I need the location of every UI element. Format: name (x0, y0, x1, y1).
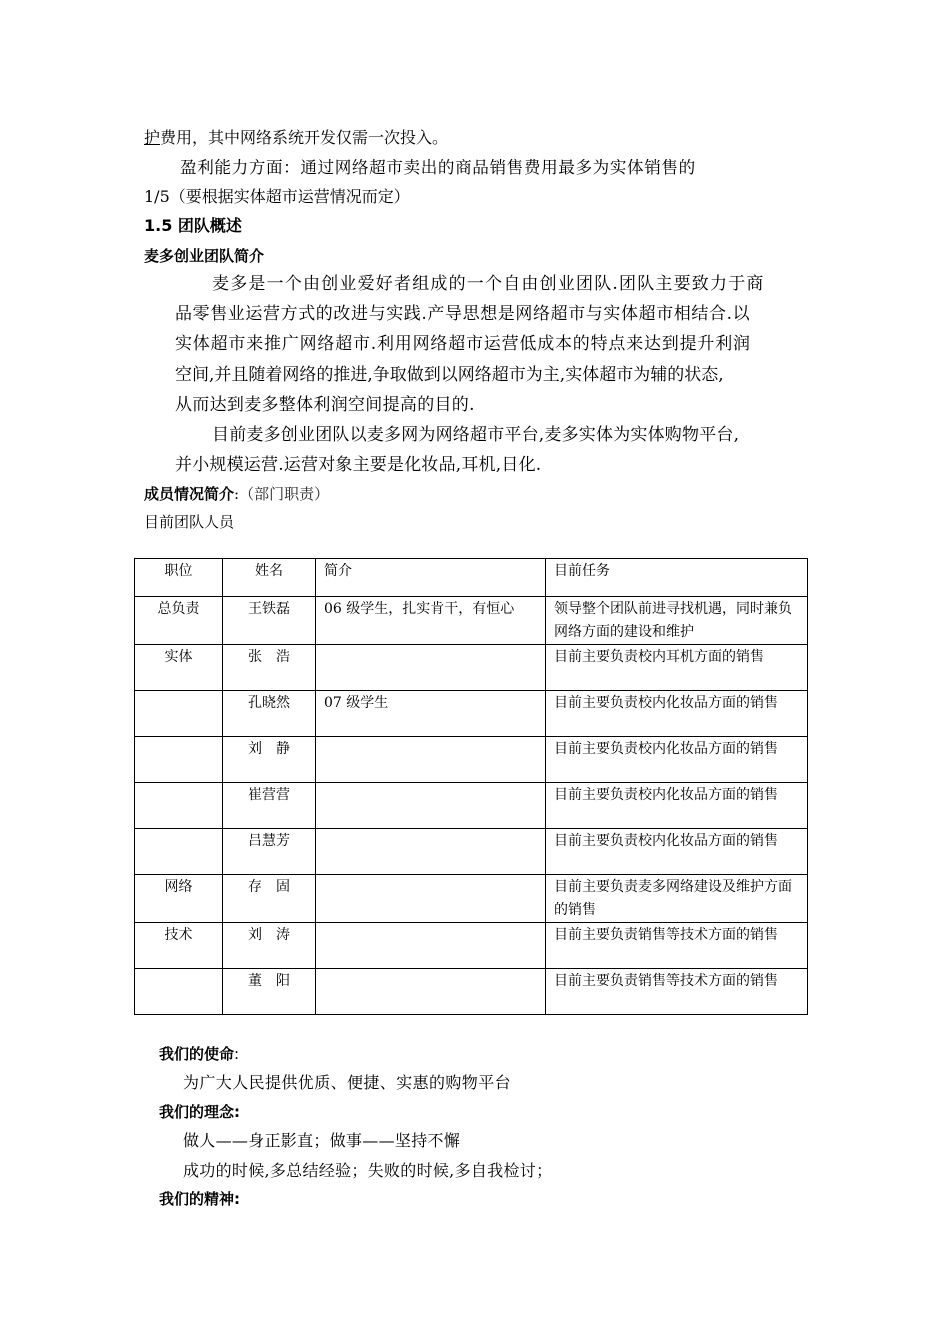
cell-task: 目前主要负责校内耳机方面的销售 (546, 645, 808, 691)
mission-heading (159, 1043, 239, 1065)
cell-position (135, 737, 223, 783)
cell-position: 网络 (135, 875, 223, 923)
cell-position (135, 783, 223, 829)
cell-task: 目前主要负责校内化妆品方面的销售 (546, 737, 808, 783)
table-row (135, 737, 808, 783)
cell-intro (316, 923, 546, 969)
cell-intro: 07 级学生 (316, 691, 546, 737)
cell-task: 目前主要负责校内化妆品方面的销售 (546, 691, 808, 737)
cell-intro: 06 级学生，扎实肯干，有恒心 (316, 597, 546, 645)
members-note: （部门职责） (239, 485, 330, 503)
para1-line-3: 实体超市来推广网络超市.利用网络超市运营低成本的特点来达到提升利润 (175, 334, 751, 354)
header-name: 姓名 (223, 559, 316, 597)
table-row (135, 875, 808, 923)
cell-name: 吕慧芳 (223, 829, 316, 875)
cell-task: 目前主要负责校内化妆品方面的销售 (546, 829, 808, 875)
cell-name: 王铁磊 (223, 597, 316, 645)
team-subheading: 麦多创业团队简介 (144, 247, 265, 265)
cell-task: 目前主要负责销售等技术方面的销售 (546, 969, 808, 1015)
cell-task: 目前主要负责销售等技术方面的销售 (546, 923, 808, 969)
cell-name: 刘 涛 (223, 923, 316, 969)
philosophy-line-1: 做人——身正影直；做事——坚持不懈 (183, 1131, 461, 1150)
table-row (135, 969, 808, 1015)
table-row (135, 829, 808, 875)
profit-line-1: 盈利能力方面：通过网络超市卖出的商品销售费用最多为实体销售的 (180, 158, 696, 177)
cell-position: 技术 (135, 923, 223, 969)
table-row (135, 923, 808, 969)
mission-label: 我们的使命 (159, 1045, 235, 1063)
header-task: 目前任务 (546, 559, 808, 597)
philosophy-label: 我们的理念: (159, 1103, 240, 1121)
cell-name: 张 浩 (223, 645, 316, 691)
spirit-label: 我们的精神: (159, 1190, 240, 1208)
table-row (135, 645, 808, 691)
current-team-label: 目前团队人员 (144, 513, 235, 531)
table-row (135, 691, 808, 737)
cell-name: 崔营营 (223, 783, 316, 829)
table-row (135, 597, 808, 645)
members-colon: : (234, 485, 240, 503)
cell-task: 目前主要负责校内化妆品方面的销售 (546, 783, 808, 829)
cell-intro (316, 737, 546, 783)
header-intro: 简介 (316, 559, 546, 597)
mission-text: 为广大人民提供优质、便捷、实惠的购物平台 (183, 1073, 512, 1092)
intro-line-1-text: 费用，其中网络系统开发仅需一次投入。 (160, 128, 449, 147)
cell-name: 董 阳 (223, 969, 316, 1015)
para2-line-1: 目前麦多创业团队以麦多网为网络超市平台,麦多实体为实体购物平台, (212, 425, 740, 445)
mission-colon: : (234, 1045, 240, 1063)
para1-line-4: 空间,并且随着网络的推进,争取做到以网络超市为主,实体超市为辅的状态, (175, 365, 724, 385)
members-label: 成员情况简介 (144, 485, 235, 503)
para2-line-2: 并小规模运营.运营对象主要是化妆品,耳机,日化. (175, 455, 542, 475)
team-table-body (135, 559, 808, 1015)
para1-line-2: 品零售业运营方式的改进与实践.产导思想是网络超市与实体超市相结合.以 (175, 304, 751, 324)
intro-line-1 (144, 127, 448, 149)
cell-intro (316, 783, 546, 829)
cell-intro (316, 969, 546, 1015)
cell-position: 总负责 (135, 597, 223, 645)
cell-task: 领导整个团队前进寻找机遇，同时兼负网络方面的建设和维护 (546, 597, 808, 645)
cell-position (135, 969, 223, 1015)
cell-position (135, 829, 223, 875)
members-intro (144, 483, 329, 505)
intro-line-1-prefix: 护 (144, 128, 161, 147)
cell-position (135, 691, 223, 737)
cell-name: 刘 静 (223, 737, 316, 783)
team-table (134, 558, 808, 1015)
cell-task: 目前主要负责麦多网络建设及维护方面的销售 (546, 875, 808, 923)
cell-intro (316, 829, 546, 875)
cell-intro (316, 645, 546, 691)
table-row (135, 783, 808, 829)
cell-intro (316, 875, 546, 923)
cell-name: 存 固 (223, 875, 316, 923)
philosophy-line-2: 成功的时候,多总结经验；失败的时候,多自我检讨； (183, 1161, 553, 1180)
header-position: 职位 (135, 559, 223, 597)
section-heading: 1.5 团队概述 (144, 216, 242, 235)
cell-name: 孔晓然 (223, 691, 316, 737)
para1-line-5: 从而达到麦多整体利润空间提高的目的. (175, 395, 475, 415)
cell-position: 实体 (135, 645, 223, 691)
table-header-row (135, 559, 808, 597)
para1-line-1: 麦多是一个由创业爱好者组成的一个自由创业团队.团队主要致力于商 (212, 274, 765, 294)
profit-line-2: 1/5（要根据实体超市运营情况而定） (144, 187, 410, 206)
